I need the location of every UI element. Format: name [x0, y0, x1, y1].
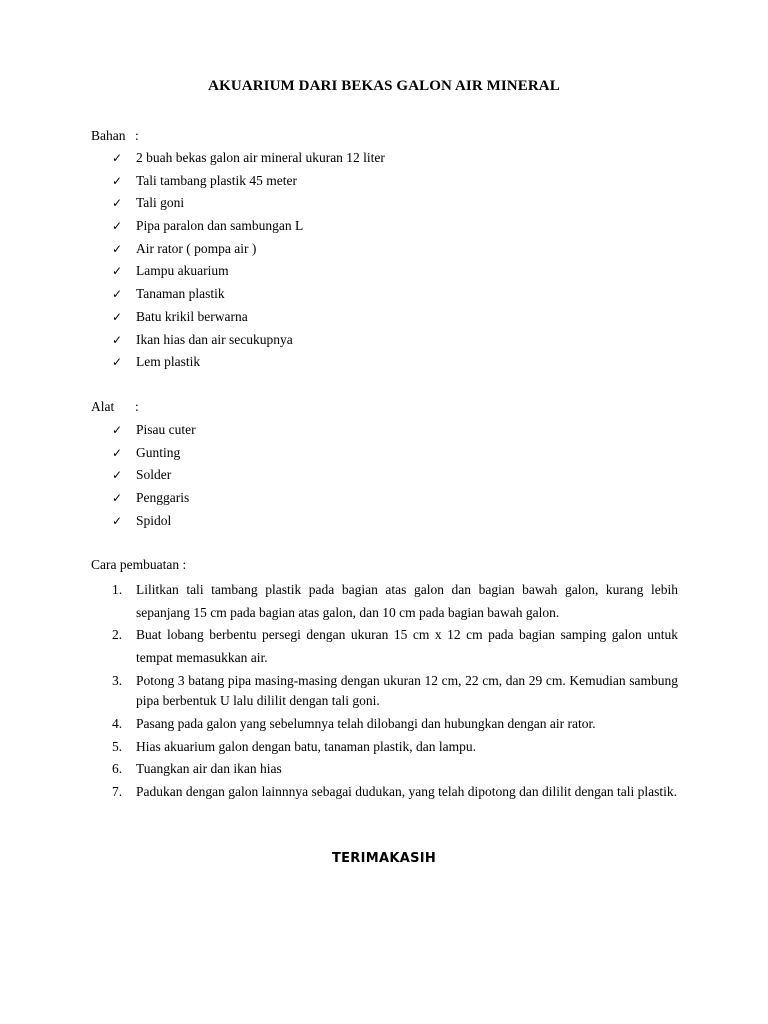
check-icon: ✓ — [112, 423, 123, 437]
check-icon: ✓ — [112, 173, 123, 188]
step-item — [112, 713, 678, 736]
check-icon: ✓ — [112, 468, 123, 483]
step-item — [112, 624, 678, 669]
check-icon: ✓ — [112, 241, 123, 256]
bahan-colon: : — [135, 128, 139, 143]
step-item — [112, 670, 678, 713]
check-icon: ✓ — [112, 513, 123, 528]
step-text: Tuangkan air dan ikan hias — [136, 761, 282, 777]
check-icon: ✓ — [112, 445, 123, 460]
check-icon: ✓ — [112, 196, 123, 211]
step-number: 2. — [112, 627, 123, 643]
step-item — [112, 736, 678, 759]
step-number: 5. — [112, 738, 123, 754]
check-icon: ✓ — [112, 219, 123, 234]
step-text: Buat lobang berbentu persegi dengan ukuran 15 cm x 12 cm pada bagian samping galon untuk tempat memasukkan air. — [136, 627, 678, 666]
check-icon: ✓ — [112, 332, 123, 347]
check-icon: ✓ — [112, 287, 123, 302]
step-item — [112, 579, 678, 624]
document-title: AKUARIUM DARI BEKAS GALON AIR MINERAL — [208, 78, 560, 94]
step-number: 6. — [112, 761, 123, 777]
alat-heading — [91, 398, 139, 416]
step-text: Lilitkan tali tambang plastik pada bagian atas galon dan bagian bawah galon, kurang lebih sepanjang 15 cm pada bagian atas galon, dan 10 cm pada bagian bawah galon. — [136, 582, 678, 620]
check-icon: ✓ — [112, 264, 123, 279]
alat-label: Alat — [91, 399, 115, 414]
step-text: Pasang pada galon yang sebelumnya telah dilobangi dan hubungkan dengan air rator. — [136, 715, 596, 731]
step-number: 4. — [112, 715, 123, 731]
closing-text: TERIMAKASIH — [331, 851, 437, 866]
bahan-heading — [91, 127, 139, 145]
step-text: Padukan dengan galon lainnnya sebagai dudukan, yang telah dipotong dan dililit dengan tali plastik. — [136, 783, 678, 799]
step-number: 7. — [112, 783, 123, 799]
step-number: 1. — [112, 582, 123, 597]
check-icon: ✓ — [112, 309, 123, 324]
steps-list — [112, 579, 678, 804]
step-number: 3. — [112, 672, 123, 688]
check-icon: ✓ — [112, 151, 123, 165]
step-text: Potong 3 batang pipa masing-masing dengan ukuran 12 cm, 22 cm, dan 29 cm. Kemudian sambung pipa berbentuk U lalu dililit dengan tali goni. — [136, 672, 678, 708]
document-page: AKUARIUM DARI BEKAS GALON AIR MINERAL Bahan : ✓ 2 buah bekas galon air mineral ukuran 12 liter ✓ Tali tambang plastik 45 meter ✓ Tali goni ✓ Pipa paralon dan sambungan L ✓ Air rator ( pompa air ) ✓ Lampu akuarium ✓ Tanaman plastik ✓ Batu krikil berwarna ✓ Ikan hias dan air secukupnya ✓ Lem plastik Alat : ✓ Pisau cuter ✓ Gunting ✓ Solder ✓ Penggaris ✓ Spidol Cara pembuatan : 1. Lilitkan tali tambang plastik pada bagian atas galon dan bagian bawah galon, kurang lebih sepanjang 15 cm pada bagian atas galon, dan 10 cm pada bagian bawah galon. 2. Buat lobang berbentu persegi dengan ukuran 15 cm x 12 cm pada bagian samping galon untuk tempat memasukkan air. 3. Potong 3 batang pipa masing-masing dengan ukuran 12 cm, 22 cm, dan 29 cm. Kemudian sambung pipa berbentuk U lalu dililit dengan tali goni. 4. Pasang pada galon yang sebelumnya telah dilobangi dan hubungkan dengan air rator. 5. Hias akuarium galon dengan batu, tanaman plastik, dan lampu. 6. Tuangkan air dan ikan hias 7. Padukan dengan galon lainnnya sebagai dudukan, yang telah dipotong dan dililit dengan tali plastik. TERIMAKASIH — [0, 0, 768, 1024]
step-text: Hias akuarium galon dengan batu, tanaman plastik, dan lampu. — [136, 738, 477, 754]
step-item — [112, 781, 678, 804]
check-icon: ✓ — [112, 355, 123, 370]
bahan-label: Bahan — [91, 128, 126, 143]
cara-pembuatan-label: Cara pembuatan : — [91, 557, 187, 572]
alat-colon: : — [135, 399, 139, 414]
step-item — [112, 758, 678, 781]
check-icon: ✓ — [112, 491, 123, 506]
